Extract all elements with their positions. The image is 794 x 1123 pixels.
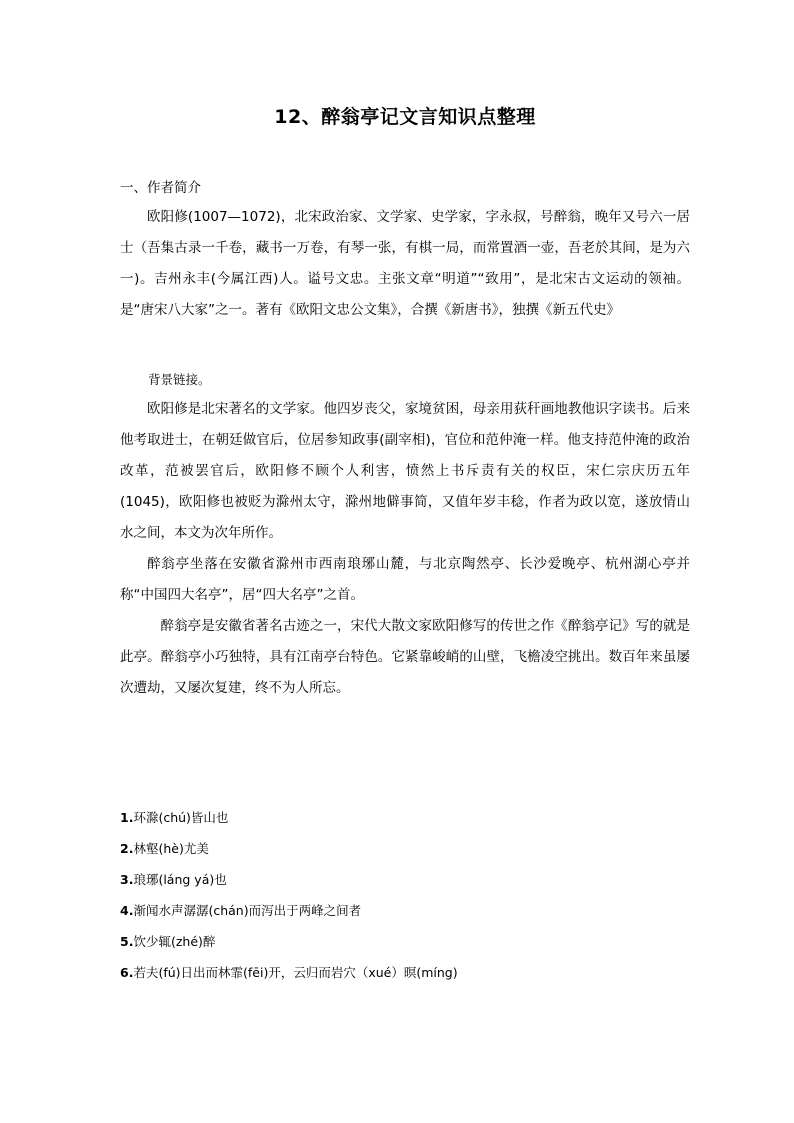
vocab-item-text: 饮少辄(zhé)醉 [133, 934, 216, 949]
background-heading: 背景链接。 [148, 372, 211, 387]
background-paragraph-2: 醉翁亭坐落在安徽省滁州市西南琅琊山麓，与北京陶然亭、长沙爱晚亭、杭州湖心亭并称“中国四大名亭”，居“四大名亭”之首。 [120, 556, 690, 603]
vocab-list [120, 802, 690, 988]
vocab-item-text: 渐闻水声潺潺(chán)而泻出于两峰之间者 [133, 903, 362, 918]
vocab-item [120, 926, 690, 957]
background-paragraph-3: 醉翁亭是安徽省著名古迹之一，宋代大散文家欧阳修写的传世之作《醉翁亭记》写的就是此亭。醉翁亭小巧独特，具有江南亭台特色。它紧靠峻峭的山壁，飞檐凌空挑出。数百年来虽屡次遭劫，又屡次复建，终不为人所忘。 [120, 618, 690, 696]
vocab-item-text: 若夫(fú)日出而林霏(fēi)开，云归而岩穴（xué）暝(míng) [133, 965, 458, 980]
vocab-item-number: 3. [120, 872, 134, 887]
author-intro-heading: 一、作者简介 [120, 180, 201, 196]
document-title: 12、醉翁亭记文言知识点整理 [274, 106, 536, 128]
vocab-item-number: 1. [120, 810, 134, 825]
vocab-item [120, 802, 690, 833]
vocab-item-number: 4. [120, 903, 134, 918]
vocab-item [120, 864, 690, 895]
document-page [120, 102, 690, 988]
vocab-item-number: 2. [120, 841, 134, 856]
author-intro-section [120, 174, 690, 326]
background-paragraph-1: 欧阳修是北宋著名的文学家。他四岁丧父，家境贫困，母亲用荻秆画地教他识字读书。后来他考取进士，在朝廷做官后，位居参知政事(副宰相)，官位和范仲淹一样。他支持范仲淹的政治改革，范被罢官后，欧阳修不顾个人利害，愤然上书斥责有关的权臣，宋仁宗庆历五年(1045)，欧阳修也被贬为滁州太守，滁州地僻事简，又值年岁丰稔，作者为政以宽，遂放情山水之间，本文为次年所作。 [120, 401, 690, 541]
vocab-item-number: 6. [120, 965, 134, 980]
vocab-item-number: 5. [120, 934, 134, 949]
author-intro-paragraph: 欧阳修(1007—1072)，北宋政治家、文学家、史学家，字永叔，号醉翁，晚年又号六一居士（吾集古录一千卷，藏书一万卷，有琴一张，有棋一局，而常置酒一壶，吾老於其间，是为六一)。吉州永丰(今属江西)人。谥号文忠。主张文章“明道”“致用”，是北宋古文运动的领袖。是“唐宋八大家”之一。著有《欧阳文忠公文集》，合撰《新唐书》，独撰《新五代史》 [120, 209, 690, 318]
vocab-item-text: 琅琊(láng yá)也 [133, 872, 227, 887]
vocab-item [120, 895, 690, 926]
vocab-item [120, 833, 690, 864]
vocab-item-text: 林壑(hè)尤美 [133, 841, 209, 856]
vocab-item-text: 环滁(chú)皆山也 [133, 810, 229, 825]
background-section [120, 366, 690, 704]
vocab-item [120, 957, 690, 988]
